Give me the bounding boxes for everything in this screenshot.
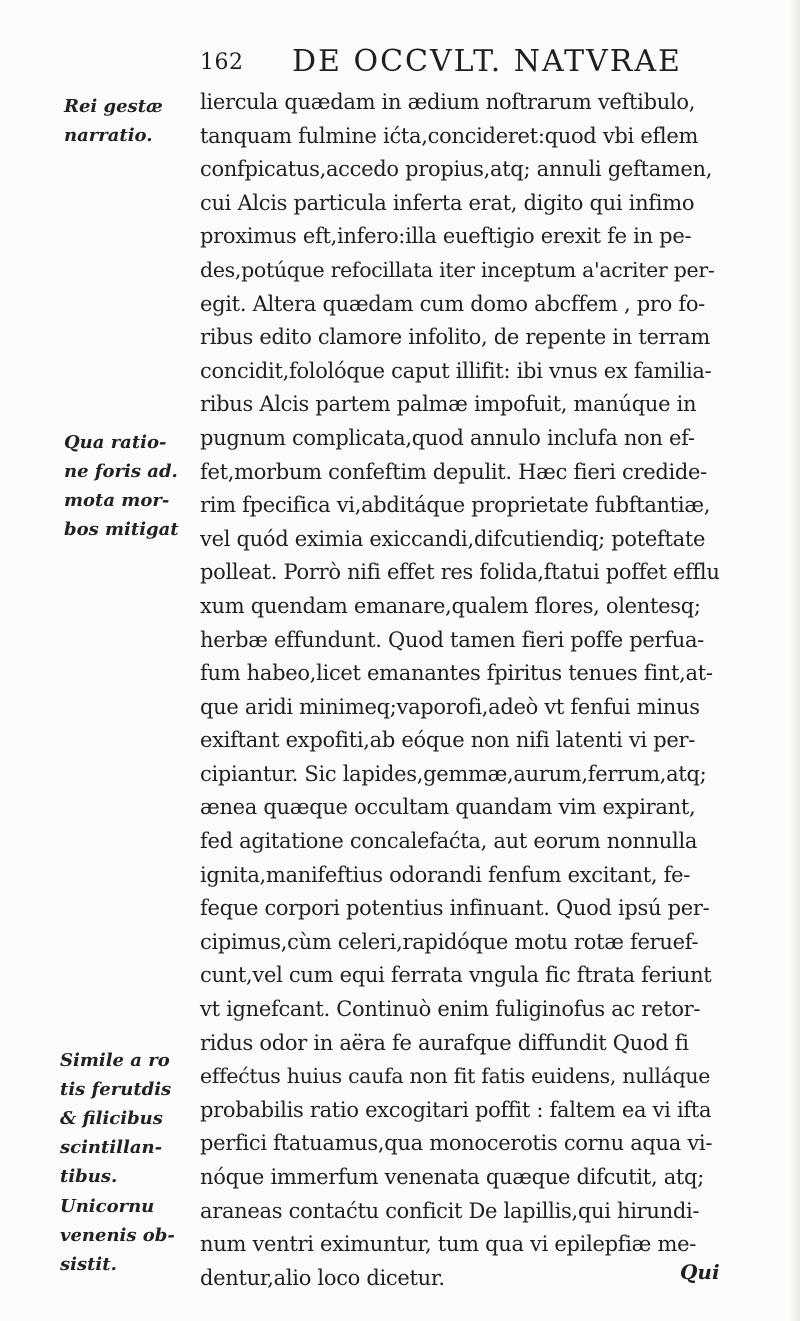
margin-note-line: sistit. bbox=[60, 1254, 117, 1275]
margin-note-line: Unicornu bbox=[60, 1196, 155, 1217]
text-line: ignita,manifeftius odorandi fenfum excitant, fe- bbox=[200, 862, 690, 887]
margin-note-line: scintillan- bbox=[60, 1137, 163, 1158]
text-line: num ventri eximuntur, tum qua vi epilepfiæ me- bbox=[200, 1232, 697, 1257]
text-line: ribus edito clamore infolito, de repente in terram bbox=[200, 325, 710, 350]
text-line: fed agitatione concalefaćta, aut eorum nonnulla bbox=[200, 829, 698, 854]
text-line: polleat. Porrò nifi effet res folida,ftatui poffet efflu bbox=[200, 560, 720, 585]
text-line: araneas contaćtu conficit De lapillis,qui hirundi- bbox=[200, 1198, 700, 1223]
text-line: cipiantur. Sic lapides,gemmæ,aurum,ferrum,atq; bbox=[200, 761, 707, 786]
running-header bbox=[200, 44, 720, 84]
text-line: ænea quæque occultam quandam vim expirant, bbox=[200, 795, 696, 820]
page-number: 162 bbox=[200, 50, 244, 75]
margin-notes bbox=[0, 0, 200, 1321]
text-line: ribus Alcis partem palmæ impofuit, manúque in bbox=[200, 392, 697, 417]
note-qua-ratione bbox=[64, 428, 179, 544]
text-line: vel quód eximia exiccandi,difcutiendiq; poteftate bbox=[200, 526, 706, 551]
text-line: liercula quædam in ædium noftrarum veftibulo, bbox=[200, 90, 696, 114]
text-line: pugnum complicata,quod annulo inclufa non ef- bbox=[200, 425, 695, 450]
text-line: des,potúque refocillata iter inceptum a'acriter per- bbox=[200, 257, 715, 282]
running-title: DE OCCVLT. NATVRAE bbox=[292, 44, 682, 79]
text-line: rim fpecifica vi,abditáque proprietate fubftantiæ, bbox=[200, 493, 711, 518]
margin-note-line: narratio. bbox=[64, 125, 153, 146]
text-line: fet,morbum confeftim depulit. Hæc fieri credide- bbox=[200, 459, 707, 484]
margin-note-line: venenis ob- bbox=[60, 1225, 175, 1246]
margin-note-line: & filicibus bbox=[60, 1108, 163, 1129]
margin-note-line: Qua ratio- bbox=[64, 432, 167, 453]
text-line: cui Alcis particula inferta erat, digito qui infimo bbox=[200, 190, 695, 215]
text-line: xum quendam emanare,qualem flores, olentesq; bbox=[200, 593, 701, 618]
page-edge bbox=[790, 0, 800, 1321]
text-line: dentur,alio loco dicetur. bbox=[200, 1265, 445, 1290]
text-line: effećtus huius caufa non fit fatis euidens, nulláque bbox=[200, 1064, 711, 1089]
text-line: probabilis ratio excogitari poffit : faltem ea vi ifta bbox=[200, 1097, 712, 1122]
text-line: vt ignefcant. Continuò enim fuliginofus ac retor- bbox=[200, 997, 701, 1022]
text-line: tanquam fulmine ićta,concideret:quod vbi eflem bbox=[200, 123, 699, 148]
text-line: egit. Altera quædam cum domo abcffem , pro fo- bbox=[200, 291, 705, 316]
text-line: concidit,fololóque caput illifit: ibi vnus ex familia- bbox=[200, 358, 712, 383]
text-line: cunt,vel cum equi ferrata vngula fic ftrata feriunt bbox=[200, 963, 712, 988]
note-rei-gestae bbox=[64, 92, 163, 150]
note-simile bbox=[60, 1046, 171, 1191]
margin-note-line: ne foris ad. bbox=[64, 461, 178, 482]
text-line: herbæ effundunt. Quod tamen fieri poffe perfua- bbox=[200, 627, 704, 652]
margin-note-line: tibus. bbox=[60, 1166, 118, 1187]
text-line: confpicatus,accedo propius,atq; annuli geftamen, bbox=[200, 157, 713, 182]
text-line: feque corpori potentius infinuant. Quod ipsú per- bbox=[200, 896, 710, 921]
text-line: cipimus,cùm celeri,rapidóque motu rotæ feruef- bbox=[200, 929, 699, 954]
text-line: ridus odor in aëra fe aurafque diffundit Quod fi bbox=[200, 1030, 689, 1055]
catchword: Qui bbox=[680, 1260, 720, 1284]
text-line: nóque immerfum venenata quæque difcutit, atq; bbox=[200, 1165, 704, 1189]
margin-note-line: mota mor- bbox=[64, 490, 170, 511]
text-line: que aridi minimeq;vaporofi,adeò vt fenfui minus bbox=[200, 694, 700, 719]
text-line: exiftant expofiti,ab eóque non nifi latenti vi per- bbox=[200, 728, 696, 753]
text-line: proximus eft,infero:illa eueftigio erexit fe in pe- bbox=[200, 224, 692, 249]
margin-note-line: Rei gestæ bbox=[64, 96, 163, 117]
margin-note-line: bos mitigat bbox=[64, 519, 179, 540]
text-line: perfici ftatuamus,qua monocerotis cornu aqua vi- bbox=[200, 1131, 713, 1156]
body-text bbox=[200, 86, 720, 1295]
note-unicornu bbox=[60, 1192, 175, 1279]
margin-note-line: Simile a ro bbox=[60, 1050, 170, 1071]
margin-note-line: tis ferutdis bbox=[60, 1079, 172, 1100]
text-line: fum habeo,licet emanantes fpiritus tenues fint,at- bbox=[200, 661, 713, 686]
